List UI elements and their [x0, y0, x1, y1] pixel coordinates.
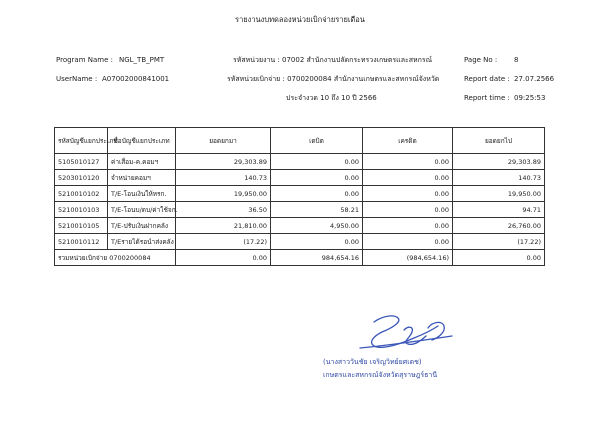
cell-brought-forward: 29,303.89 [176, 154, 271, 170]
cell-debit: 4,950.00 [271, 218, 363, 234]
total-credit: (984,654.16) [363, 250, 453, 266]
cell-carried-forward: 140.73 [453, 170, 545, 186]
col-header-code: รหัสบัญชีแยกประเภท [55, 128, 108, 154]
table-total-row [55, 250, 545, 266]
cell-brought-forward: 21,810.00 [176, 218, 271, 234]
trial-balance-table [54, 127, 545, 266]
cell-credit: 0.00 [363, 202, 453, 218]
cell-debit: 0.00 [271, 234, 363, 250]
program-name-label: Program Name : [56, 56, 113, 64]
username-label: UserName : [56, 75, 98, 83]
cell-name: T/E-โอนเงินให้หรก. [108, 186, 176, 202]
total-debit: 984,654.16 [271, 250, 363, 266]
username-value: A07002000841001 [102, 75, 170, 83]
cell-debit: 58.21 [271, 202, 363, 218]
cell-credit: 0.00 [363, 234, 453, 250]
cell-credit: 0.00 [363, 218, 453, 234]
report-date-label: Report date : [464, 75, 510, 83]
cell-name: T/E-โอนบ/ดบ/ค่าใช้จก. [108, 202, 176, 218]
table-row [55, 202, 545, 218]
table-row [55, 170, 545, 186]
signatory-name: (นางสาววันชัย เจริญวิทย์ยศเดช) [323, 358, 422, 366]
total-carried-forward: 0.00 [453, 250, 545, 266]
signatory-position: เกษตรและสหกรณ์จังหวัดสุราษฎร์ธานี [323, 371, 438, 379]
cell-credit: 0.00 [363, 186, 453, 202]
cell-carried-forward: 19,950.00 [453, 186, 545, 202]
handwritten-signature [352, 308, 462, 356]
table-row [55, 186, 545, 202]
cell-code: 5203010120 [55, 170, 108, 186]
table-row [55, 154, 545, 170]
cell-name: T/E-ปรับเงินฝากคลัง [108, 218, 176, 234]
col-header-name: ชื่อบัญชีแยกประเภท [108, 128, 176, 154]
report-time-value: 09:25:53 [514, 94, 546, 102]
cell-debit: 0.00 [271, 186, 363, 202]
period-line: ประจำงวด 10 ถึง 10 ปี 2566 [286, 94, 377, 102]
page-no-value: 8 [514, 56, 519, 64]
cell-carried-forward: 29,303.89 [453, 154, 545, 170]
cell-name: จำหน่ายคอมฯ [108, 170, 176, 186]
cell-credit: 0.00 [363, 154, 453, 170]
report-date-value: 27.07.2566 [514, 75, 555, 83]
table-row [55, 234, 545, 250]
cell-brought-forward: 36.50 [176, 202, 271, 218]
page-no-label: Page No : [464, 56, 498, 64]
col-header-debit: เดบิต [271, 128, 363, 154]
cell-code: 5210010112 [55, 234, 108, 250]
program-name-value: NGL_TB_PMT [119, 56, 165, 64]
report-time-label: Report time : [464, 94, 510, 102]
cell-carried-forward: 26,760.00 [453, 218, 545, 234]
col-header-credit: เครดิต [363, 128, 453, 154]
cell-code: 5210010102 [55, 186, 108, 202]
cell-carried-forward: (17.22) [453, 234, 545, 250]
col-header-carried-forward: ยอดยกไป [453, 128, 545, 154]
cell-carried-forward: 94.71 [453, 202, 545, 218]
cell-name: ค่าเสื่อม-ค.คอมฯ [108, 154, 176, 170]
cell-brought-forward: 19,950.00 [176, 186, 271, 202]
cell-code: 5210010105 [55, 218, 108, 234]
cell-credit: 0.00 [363, 170, 453, 186]
total-label: รวมหน่วยเบิกจ่าย 0700200084 [55, 250, 176, 266]
table-header-row [55, 128, 545, 154]
cell-brought-forward: (17.22) [176, 234, 271, 250]
cell-name: T/Eรายได้รอนำส่งคลัง [108, 234, 176, 250]
report-title: รายงานงบทดลองหน่วยเบิกจ่ายรายเดือน [235, 15, 365, 24]
total-brought-forward: 0.00 [176, 250, 271, 266]
col-header-brought-forward: ยอดยกมา [176, 128, 271, 154]
agency-line: รหัสหน่วยงาน : 07002 สำนักงานปลัดกระทรวงเกษตรและสหกรณ์ [233, 56, 433, 64]
cell-debit: 0.00 [271, 154, 363, 170]
disbursing-unit-line: รหัสหน่วยเบิกจ่าย : 0700200084 สำนักงานเกษตรและสหกรณ์จังหวัด [227, 75, 440, 83]
table-row [55, 218, 545, 234]
cell-brought-forward: 140.73 [176, 170, 271, 186]
cell-code: 5105010127 [55, 154, 108, 170]
cell-debit: 0.00 [271, 170, 363, 186]
cell-code: 5210010103 [55, 202, 108, 218]
